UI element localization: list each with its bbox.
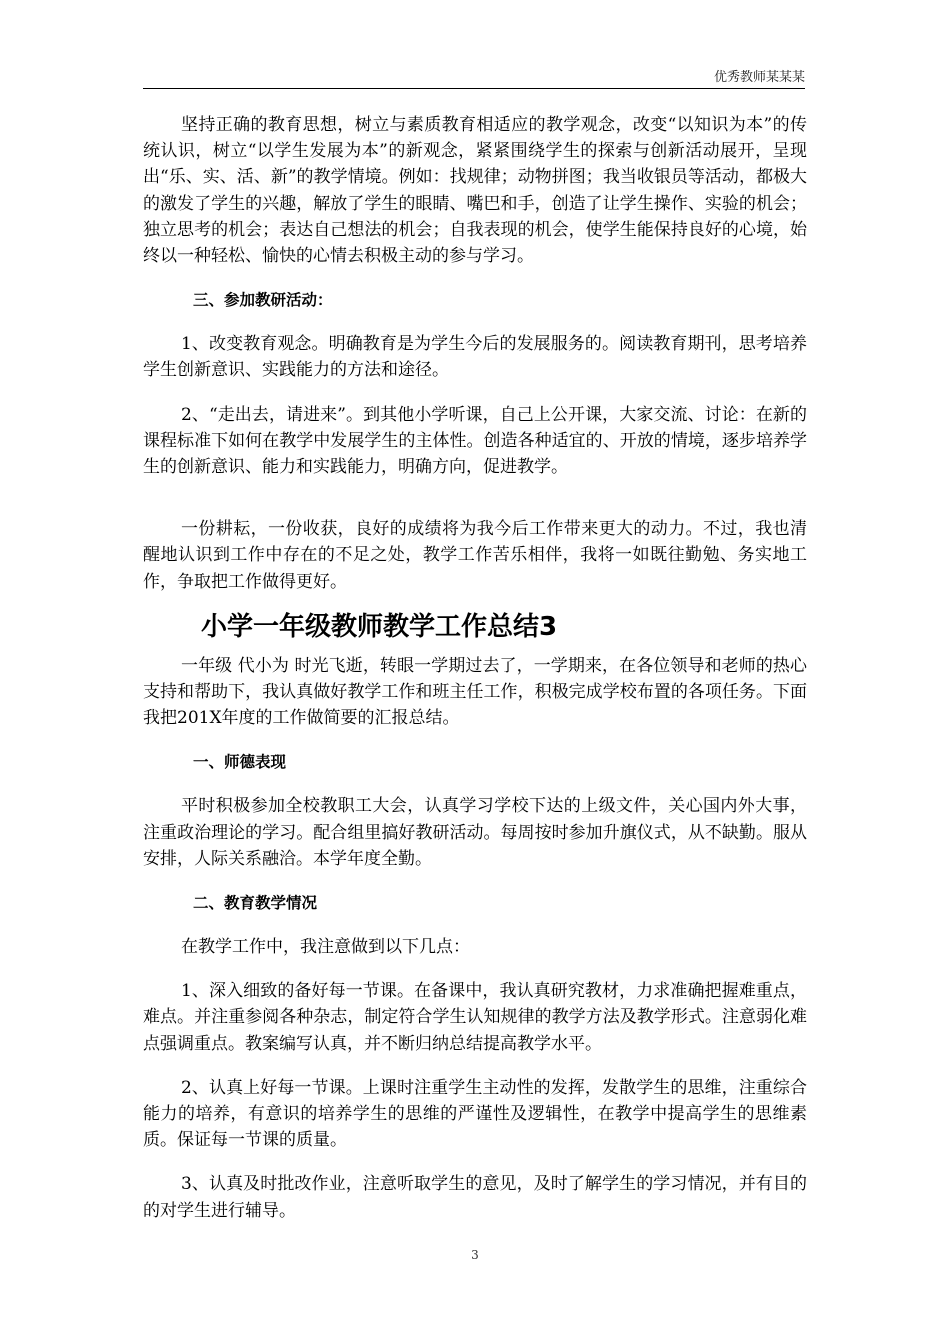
paragraph-research-1: 1、改变教育观念。明确教育是为学生今后的发展服务的。阅读教育期刊，思考培养学生创新意识、实践能力的方法和途径。 xyxy=(143,334,807,381)
paragraph-teaching-2: 2、认真上好每一节课。上课时注重学生主动性的发挥，发散学生的思维，注重综合能力的培养，有意识的培养学生的思维的严谨性及逻辑性，在教学中提高学生的思维素质。保证每一节课的质量。 xyxy=(143,1077,807,1151)
section-heading-teaching-research: 三、参加教研活动： xyxy=(193,291,333,310)
document-title: 小学一年级教师教学工作总结3 xyxy=(201,611,558,642)
paragraph-closing: 一份耕耘，一份收获，良好的成绩将为我今后工作带来更大的动力。不过，我也清醒地认识到工作中存在的不足之处，教学工作苦乐相伴，我将一如既往勤勉、务实地工作，争取把工作做得更好。 xyxy=(143,519,807,592)
header-text: 优秀教师某某某 xyxy=(713,70,805,85)
paragraph-teaching-3: 3、认真及时批改作业，注意听取学生的意见，及时了解学生的学习情况，并有目的的对学生进行辅导。 xyxy=(143,1174,807,1221)
section-heading-teaching: 二、教育教学情况 xyxy=(193,894,318,913)
page-number: 3 xyxy=(471,1248,479,1262)
paragraph-intro: 一年级 代小为 时光飞逝，转眼一学期过去了，一学期来，在各位领导和老师的热心支持和帮助下，我认真做好教学工作和班主任工作，积极完成学校布置的各项任务。下面我把201X年度的工作做简要的汇报总结。 xyxy=(143,655,807,729)
document-body xyxy=(143,112,807,1224)
paragraph-teaching-intro: 在教学工作中，我注意做到以下几点： xyxy=(181,937,470,958)
section-heading-ethics: 一、师德表现 xyxy=(193,753,287,772)
paragraph-teaching-1: 1、深入细致的备好每一节课。在备课中，我认真研究教材，力求准确把握难重点，难点。并注重参阅各种杂志，制定符合学生认知规律的教学方法及教学形式。注意弱化难点强调重点。教案编写认真，并不断归纳总结提高教学水平。 xyxy=(143,981,807,1054)
paragraph-ethics: 平时积极参加全校教职工大会，认真学习学校下达的上级文件，关心国内外大事，注重政治理论的学习。配合组里搞好教研活动。每周按时参加升旗仪式，从不缺勤。服从安排，人际关系融洽。本学年度全勤。 xyxy=(143,796,807,869)
paragraph-research-2: 2、“走出去，请进来”。到其他小学听课，自己上公开课，大家交流、讨论：在新的课程标准下如何在教学中发展学生的主体性。创造各种适宜的、开放的情境，逐步培养学生的创新意识、能力和实践能力，明确方向，促进教学。 xyxy=(143,404,807,478)
page-header xyxy=(143,64,805,89)
paragraph-teaching-philosophy: 坚持正确的教育思想，树立与素质教育相适应的教学观念，改变“以知识为本”的传统认识，树立“以学生发展为本”的新观念，紧紧围绕学生的探索与创新活动展开，呈现出“乐、实、活、新”的教学情境。例如：找规律；动物拼图；我当收银员等活动，都极大的激发了学生的兴趣，解放了学生的眼睛、嘴巴和手，创造了让学生操作、实验的机会；独立思考的机会；表达自己想法的机会；自我表现的机会，使学生能保持良好的心境，始终以一种轻松、愉快的心情去积极主动的参与学习。 xyxy=(143,115,807,267)
